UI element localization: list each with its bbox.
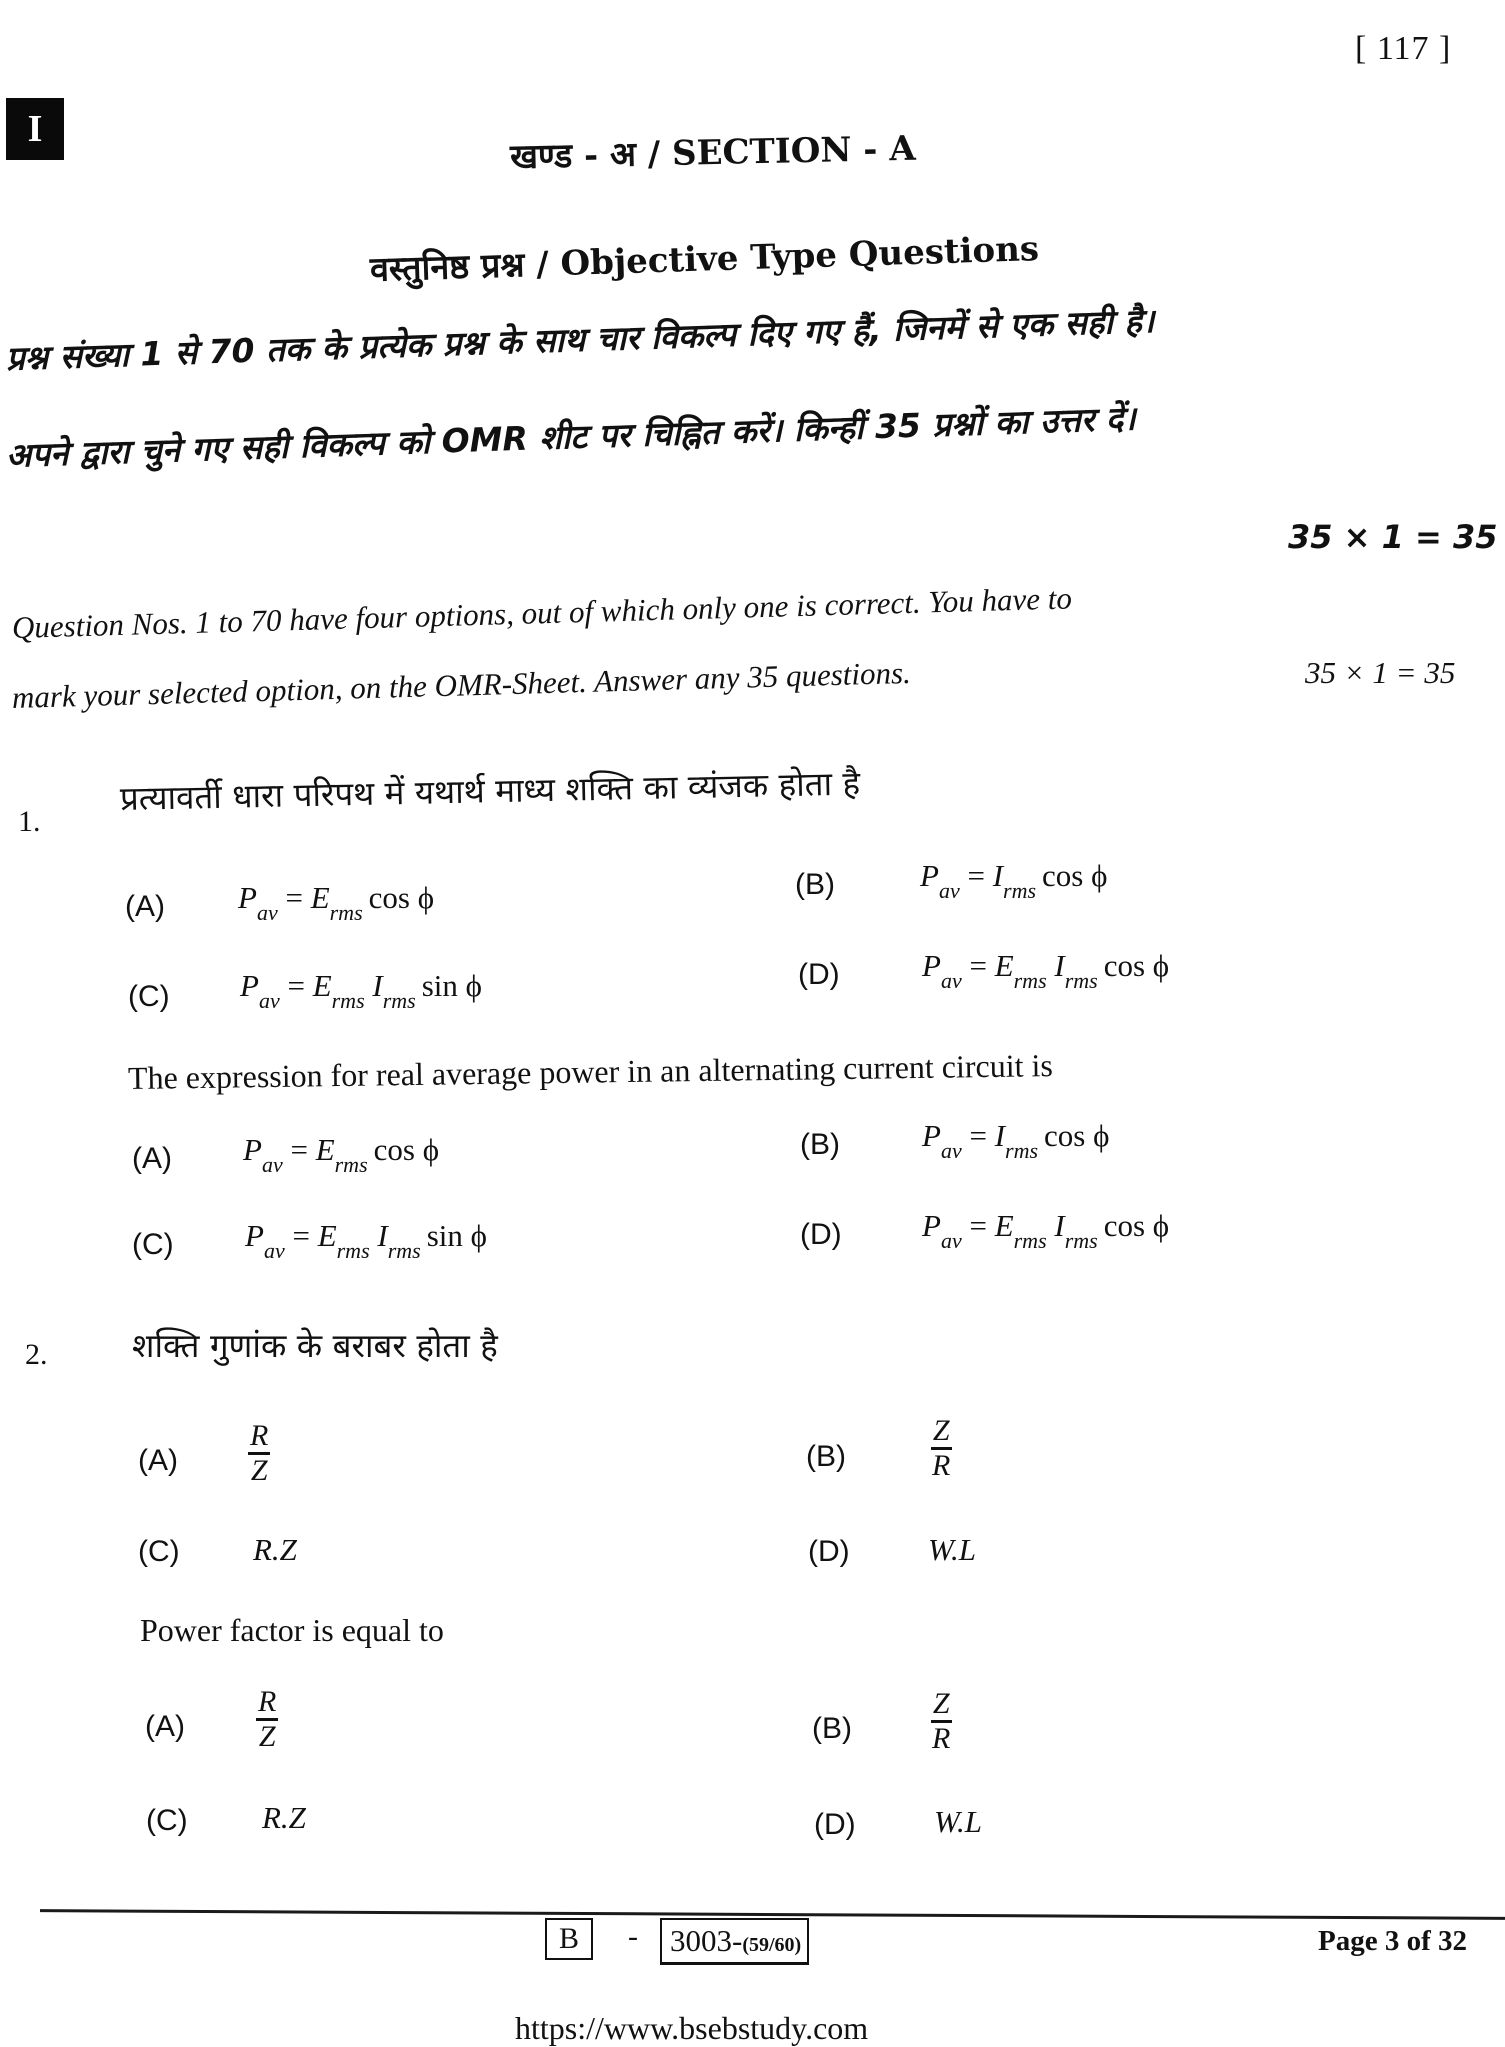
option-label: (A) [145,1710,185,1743]
equals: = [961,1208,995,1243]
option-value[interactable]: R.Z [253,1532,297,1567]
function: cos ϕ [1044,1118,1110,1153]
symbol: P [922,948,941,983]
fraction [930,1415,952,1482]
option-value[interactable] [920,858,1108,903]
function: cos ϕ [368,880,435,915]
symbol: E [310,880,330,915]
function: cos ϕ [373,1132,440,1167]
function: sin ϕ [421,968,482,1003]
subscript: rms [1064,968,1098,993]
hindi-marks: 35 × 1 = 35 [1288,518,1498,556]
numerator: Z [931,1688,952,1723]
section-title: खण्ड - अ / SECTION - A [509,128,917,178]
question-text-english: The expression for real average power in an alternating current circuit is [127,1047,1054,1096]
subscript: av [940,968,962,993]
option-value[interactable] [248,1420,270,1487]
denominator: Z [258,1720,276,1753]
symbol: P [238,880,257,915]
subscript: rms [1005,1138,1039,1163]
function: cos ϕ [1103,1208,1170,1243]
symbol: I [992,858,1004,893]
option-label: (A) [125,890,165,923]
subscript: av [940,1138,962,1163]
option-label: (A) [138,1444,178,1477]
hindi-instruction-line-2: अपने द्वारा चुने गए सही विकल्प को OMR शीट पर चिह्नित करें। किन्हीं 35 प्रश्नों का उत्तर दें। [5,398,1137,475]
denominator: R [932,1722,951,1755]
subscript: rms [334,1152,368,1177]
option-value[interactable] [243,1132,440,1177]
equals: = [277,880,311,915]
option-value[interactable] [238,880,435,925]
denominator: R [932,1449,951,1482]
symbol: P [243,1132,262,1167]
equals: = [961,948,995,983]
question-text-hindi: प्रत्यावर्ती धारा परिपथ में यथार्थ माध्य शक्ति का व्यंजक होता है [119,763,861,818]
equals: = [279,968,313,1003]
option-label: (C) [138,1535,180,1568]
symbol: I [994,1118,1006,1153]
symbol: I [1054,948,1065,983]
equals: = [282,1132,316,1167]
subscript: av [263,1238,285,1263]
option-value[interactable]: R.Z [262,1800,306,1835]
paper-code: 3003- [670,1923,743,1958]
option-label: (A) [132,1142,172,1175]
equals: = [284,1218,318,1253]
option-label: (B) [795,868,835,901]
function: cos ϕ [1042,858,1108,893]
symbol: E [994,948,1014,983]
option-value[interactable] [922,1118,1110,1163]
hindi-instruction-line-1: प्रश्न संख्या 1 से 70 तक के प्रत्येक प्रश्न के साथ चार विकल्प दिए गए हैं, जिनमें से एक सही है। [5,300,1155,378]
english-marks: 35 × 1 = 35 [1305,655,1456,690]
numerator: R [256,1686,278,1721]
symbol: E [317,1218,337,1253]
symbol: P [245,1218,264,1253]
subscript: rms [382,988,416,1013]
option-label: (C) [146,1804,188,1837]
subscript: av [258,988,280,1013]
fraction [930,1688,952,1755]
paper-code-box [660,1918,809,1965]
paper-code-suffix: (59/60) [742,1934,802,1956]
subscript: av [256,900,278,925]
website-link[interactable]: https://www.bsebstudy.com [515,2010,869,2046]
subscript: rms [1013,968,1047,993]
symbol: P [920,858,939,893]
symbol: I [1054,1208,1065,1243]
english-instruction-line-1: Question Nos. 1 to 70 have four options, out of which only one is correct. You have to [11,580,1073,645]
option-value[interactable] [256,1686,278,1753]
objective-title: वस्तुनिष्ठ प्रश्न / Objective Type Questions [369,228,1040,290]
symbol: I [377,1218,388,1253]
equals: = [959,858,993,893]
option-label: (D) [814,1808,856,1841]
symbol: E [312,968,332,1003]
symbol: E [994,1208,1014,1243]
subscript: av [938,878,960,903]
option-value[interactable] [922,1208,1170,1253]
subscript: rms [1013,1228,1047,1253]
option-value[interactable] [930,1688,952,1755]
option-label: (D) [800,1218,842,1251]
subscript: rms [1003,878,1037,903]
subscript: rms [387,1238,421,1263]
option-value[interactable]: W.L [934,1804,982,1839]
subscript: rms [336,1238,370,1263]
symbol: P [922,1118,941,1153]
question-text-english: Power factor is equal to [140,1612,444,1648]
option-value[interactable] [240,968,482,1013]
subscript: rms [331,988,365,1013]
denominator: Z [250,1454,268,1487]
option-label: (B) [800,1128,840,1161]
page-indicator: Page 3 of 32 [1318,1925,1467,1957]
numerator: Z [931,1415,952,1450]
option-label: (B) [806,1440,846,1473]
footer-dash: - [628,1920,638,1953]
symbol: P [922,1208,941,1243]
question-number: 1. [18,805,41,838]
numerator: R [248,1420,270,1455]
page-number: [ 117 ] [1355,30,1452,67]
option-value[interactable] [930,1415,952,1482]
symbol: E [315,1132,335,1167]
option-label: (D) [808,1535,850,1568]
equals: = [961,1118,995,1153]
symbol: P [240,968,259,1003]
booklet-set-box: B [545,1918,593,1960]
option-value[interactable] [922,948,1170,993]
option-label: (C) [128,980,170,1013]
option-label: (D) [798,958,840,991]
option-label: (B) [812,1712,852,1745]
subscript: av [261,1152,283,1177]
option-value[interactable] [245,1218,487,1263]
option-label: (C) [132,1228,174,1261]
question-number: 2. [25,1338,48,1371]
subscript: rms [329,900,363,925]
subscript: av [940,1228,962,1253]
question-text-hindi: शक्ति गुणांक के बराबर होता है [132,1326,498,1365]
part-badge: I [6,98,64,160]
english-instruction-line-2: mark your selected option, on the OMR-Sheet. Answer any 35 questions. [11,654,912,715]
option-value[interactable]: W.L [928,1532,976,1567]
subscript: rms [1064,1228,1098,1253]
fraction [248,1420,270,1487]
function: cos ϕ [1103,948,1170,983]
symbol: I [372,968,383,1003]
function: sin ϕ [426,1218,487,1253]
fraction [256,1686,278,1753]
